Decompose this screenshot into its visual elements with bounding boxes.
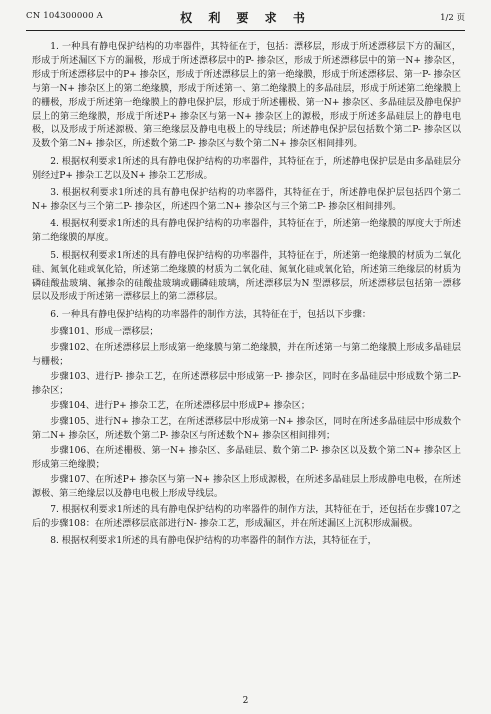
page-indicator: 1/2 页 [440, 13, 465, 23]
step-103: 步骤103、进行P- 掺杂工艺，在所述漂移层中形成第一P- 掺杂区，同时在多晶硅层中形成数个第二P- 掺杂区； [32, 371, 461, 396]
claim-6: 6. 一种具有静电保护结构的功率器件的制作方法，其特征在于，包括以下步骤： [50, 309, 371, 320]
claim-1: 1. 一种具有静电保护结构的功率器件，其特征在于，包括：漂移层，形成于所述漂移层下方的漏区，形成于所述漏区下方的漏极，形成于所述漂移层中的P- 掺杂区，形成于所述漂移层中的第一N+ 掺杂区，形成于所述漂移层中的P+ 掺杂区，形成于所述漂移层上的第一绝缘膜，形成于所述漂移层、第一P- 掺杂区与第一N+ 掺杂区上的第二绝缘膜，形成于所述第一、第二绝缘膜上的多晶硅层，形成于所述第二绝缘膜上的栅极，形成于所述第一绝缘膜上的静电保护层，形成于所述栅极、第一N+ 掺杂区、多晶硅层及静电保护层上的第三绝缘膜，形成于所述P+ 掺杂区与第一N+ 掺杂区上的源极，形成于所述多晶硅层上的静电电极，以及形成于所述源极、第三绝缘层及静电电极上的导线层；所述静电保护层包括数个第二P- 掺杂区以及数个第二N+ 掺杂区，所述数个第二P- 掺杂区与数个第二N+ 掺杂区相间排列。 [32, 42, 461, 150]
step-107: 步骤107、在所述P+ 掺杂区与第一N+ 掺杂区上形成源极，在所述多晶硅层上形成静电电极，在所述源极、第三绝缘层以及静电电极上形成导线层。 [32, 475, 461, 500]
claims-body [32, 41, 461, 552]
claim-4: 4. 根据权利要求1所述的具有静电保护结构的功率器件，其特征在于，所述第一绝缘膜的厚度大于所述第二绝缘膜的厚度。 [32, 219, 461, 244]
doc-number: CN 104300000 A [26, 11, 103, 21]
claim-2: 2. 根据权利要求1所述的具有静电保护结构的功率器件，其特征在于，所述静电保护层是由多晶硅层分别经过P+ 掺杂工艺以及N+ 掺杂工艺形成。 [32, 156, 461, 181]
step-102: 步骤102、在所述漂移层上形成第一绝缘膜与第二绝缘膜，并在所述第一与第二绝缘膜上形成多晶硅层与栅极； [32, 342, 461, 367]
step-104: 步骤104、进行P+ 掺杂工艺，在所述漂移层中形成P+ 掺杂区； [50, 401, 310, 412]
header-rule [26, 30, 465, 31]
page-number: 2 [242, 696, 249, 706]
claim-7: 7. 根据权利要求1所述的具有静电保护结构的功率器件的制作方法，其特征在于，还包括在步骤107之后的步骤108：在所述漂移层底部进行N- 掺杂工艺，形成漏区，并在所述漏区上沉积形成漏极。 [32, 504, 461, 529]
claim-8: 8. 根据权利要求1所述的具有静电保护结构的功率器件的制作方法，其特征在于， [50, 535, 377, 546]
step-105: 步骤105、进行N+ 掺杂工艺，在所述漂移层中形成第一N+ 掺杂区，同时在所述多晶硅层中形成数个第二N+ 掺杂区，所述数个第二P- 掺杂区与所述数个N+ 掺杂区相间排列； [32, 416, 461, 441]
page-header [26, 9, 465, 29]
doc-title: 权 利 要 求 书 [180, 11, 311, 25]
step-106: 步骤106、在所述栅极、第一N+ 掺杂区、多晶硅层、数个第二P- 掺杂区以及数个第二N+ 掺杂区上形成第三绝缘膜； [32, 445, 461, 470]
claim-5: 5. 根据权利要求1所述的具有静电保护结构的功率器件，其特征在于，所述第一绝缘膜的材质为二氧化硅、氮氧化硅或氧化铪，所述第二绝缘膜的材质为二氧化硅、氮氧化硅或氧化铪，所述第三绝缘层的材质为磷硅酸盐玻璃、氟掺杂的硅酸盐玻璃或硼磷硅玻璃，所述漂移层为N 型漂移层，所述漂移层包括第一漂移层以及形成于所述第一漂移层上的第二漂移层。 [32, 250, 461, 303]
step-101: 步骤101、形成一漂移层； [50, 327, 159, 338]
claim-3: 3. 根据权利要求1所述的具有静电保护结构的功率器件，其特征在于，所述静电保护层包括四个第二N+ 掺杂区与三个第二P- 掺杂区，所述四个第二N+ 掺杂区与三个第二P- 掺杂区相间排列。 [32, 188, 461, 212]
